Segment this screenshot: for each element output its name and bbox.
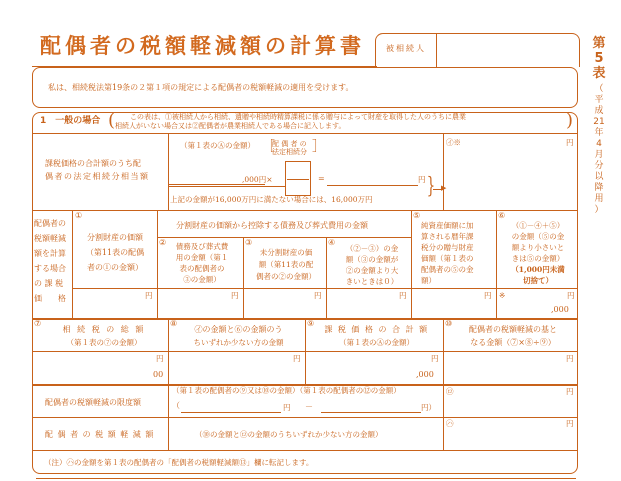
reduction-yen: 円 <box>566 419 574 428</box>
brace-right: } <box>426 174 436 199</box>
item-7-label: 相 続 税 の 総 額 <box>62 325 146 334</box>
divider <box>168 186 285 187</box>
divider <box>157 210 158 318</box>
result-marker: ㋑※ <box>446 138 461 147</box>
footnote: （注）㋩の金額を第１表の配偶者の「配偶者の税額軽減額⑬」欄に転記します。 <box>44 458 314 467</box>
limit-value-1-field[interactable] <box>182 399 280 411</box>
item-3-field[interactable] <box>246 302 324 316</box>
item-9-yen: 円 <box>431 354 439 363</box>
item-1-yen: 円 <box>145 291 153 300</box>
item-6-yen: 円 <box>567 291 575 300</box>
form-number-label: 第 5 表 <box>592 36 606 81</box>
limit-paren-open: （ <box>172 401 180 410</box>
limit-underline-1 <box>181 412 281 413</box>
reduction-result-field[interactable] <box>446 430 574 448</box>
item-3-number: ③ <box>245 238 253 247</box>
item-2-number: ② <box>159 238 167 247</box>
limit-value-2-field[interactable] <box>322 399 420 411</box>
divider <box>441 133 447 210</box>
limit-label: 配偶者の税額軽減の限度額 <box>45 398 141 407</box>
reduction-formula: （⑩の金額と㋺の金額のうちいずれか少ない方の金額） <box>195 430 383 439</box>
limit-underline-2 <box>321 412 421 413</box>
limit-yen-2: 円） <box>421 403 436 412</box>
item-8-number: ⑧ <box>170 319 178 328</box>
result-yen-right: 円 <box>566 138 574 147</box>
item-5-number: ⑤ <box>413 211 421 220</box>
item-2-field[interactable] <box>160 302 240 316</box>
item-8-label: ㋑の金額と⑥の金額のう <box>194 325 283 334</box>
item-10-field[interactable] <box>446 365 574 383</box>
item-9-value[interactable]: ,000 <box>416 370 434 379</box>
section1-title: 1 一般の場合 <box>40 116 101 126</box>
fraction-line <box>287 179 309 180</box>
amount-underline <box>168 184 265 185</box>
decedent-divider <box>436 33 437 67</box>
item-6-number: ⑥ <box>498 211 506 220</box>
section1-paren-open: ( <box>108 110 116 131</box>
item-6-label: （①－④＋⑤） の金額（⑤の金 額より小さいと きは⑤の金額） （1,000円未満 切捨て） <box>511 221 565 285</box>
item-8-sublabel: ちいずれか少ない方の金額 <box>193 338 284 347</box>
min-note: 上記の金額が16,000万円に満たない場合には、16,000万円 <box>170 195 373 204</box>
item-10-number: ⑩ <box>445 319 453 328</box>
item-9-sublabel: （第１表のⒶの金額） <box>339 338 414 347</box>
limit-formula: （第１表の配偶者の⑨又は⑩の金額）（第１表の配偶者の⑫の金額） <box>172 386 401 395</box>
reduction-marker: ㋩ <box>446 419 454 428</box>
item-7-number: ⑦ <box>34 319 42 328</box>
amount-suffix: ,000円× <box>242 175 273 184</box>
item-9-label: 課 税 価 格 の 合 計 額 <box>324 325 429 334</box>
item-1-number: ① <box>75 211 83 220</box>
result-underline <box>327 185 418 186</box>
bottom-rule <box>36 478 576 479</box>
item-1-field[interactable] <box>75 302 155 316</box>
item-8-yen: 円 <box>293 354 301 363</box>
legal-share-final-field[interactable] <box>446 150 574 206</box>
item-10-label: 配偶者の税額軽減の基と <box>469 325 557 334</box>
item-4-label: （②－③）の金 額（③の金額が ②の金額より大 きいときは０） <box>345 244 399 286</box>
divider <box>496 210 497 318</box>
item-4-number: ④ <box>328 238 336 247</box>
item-9-number: ⑨ <box>307 319 315 328</box>
period-label: （ 平 成 21 年 4 月 分 以 降 用 ） <box>593 84 605 215</box>
divider <box>157 237 411 238</box>
item-2-yen: 円 <box>231 291 239 300</box>
item-6-value[interactable]: ,000 <box>551 305 569 314</box>
item-2-label: 債務及び葬式費 用の金額（第１ 表の配偶者の ③の金額） <box>175 242 229 284</box>
equals-sign: = <box>318 174 325 183</box>
section1-note-line1: この表は、①被相続人から相続、遺贈や相続時精算課税に係る贈与によって財産を取得した人のうちに農業 <box>130 113 466 121</box>
item-7-value[interactable]: 00 <box>153 370 164 379</box>
page-title: 配偶者の税額軽減額の計算書 <box>40 34 365 58</box>
item-5-yen: 円 <box>484 291 492 300</box>
limit-yen: 円 <box>566 387 574 396</box>
divider <box>32 450 578 451</box>
result-yen: 円 <box>418 175 426 184</box>
item-4-field[interactable] <box>329 302 409 316</box>
source-amount-label: （第１表のⒶの金額） <box>180 141 255 150</box>
taxable-left-label: 配偶者の 税額軽減 額を計算 する場合 の 課 税 価 格 <box>34 219 66 303</box>
item-1-label: 分割財産の価額 （第11表の配偶 者の①の金額） <box>85 233 145 272</box>
divider <box>72 288 578 289</box>
limit-result-field[interactable] <box>446 398 574 416</box>
decedent-label: 被相続人 <box>386 44 426 53</box>
item-3-label: 未分割財産の価 額（第11表の配 偶者の②の金額） <box>256 248 316 281</box>
divider <box>32 417 578 418</box>
item-7-yen: 円 <box>156 354 164 363</box>
item-8-field[interactable] <box>172 365 302 383</box>
divider <box>243 237 244 318</box>
title-underline <box>32 66 377 67</box>
arrow-right-icon: ▶ <box>441 184 447 192</box>
item-7-sublabel: （第１表の⑦の金額） <box>66 338 142 347</box>
legal-share-result-field[interactable] <box>330 171 415 184</box>
section1-paren-close: ) <box>566 110 574 131</box>
divider <box>32 133 578 134</box>
section1-note-line2: 相続人がいない場合又は②配偶者が農業相続人である場合に記入します。 <box>115 122 346 130</box>
share-label-1: 配 偶 者 の <box>272 140 307 148</box>
item-6-marker: ※ <box>499 291 506 300</box>
limit-yen-1: 円 <box>283 403 291 412</box>
divider <box>32 351 578 352</box>
share-bracket-close: ］ <box>312 139 326 155</box>
share-label-2: 法定相続分 <box>272 148 307 156</box>
item-10-yen: 円 <box>566 354 574 363</box>
item-4-yen: 円 <box>399 291 407 300</box>
item-3-yen: 円 <box>314 291 322 300</box>
item-5-label: 純資産価額に加 算される暦年課 税分の贈与財産 価額（第１表の 配偶者の⑤の金 額） <box>421 221 474 285</box>
limit-marker: ㋺ <box>446 387 454 396</box>
item-5-field[interactable] <box>414 302 494 316</box>
item-10-sublabel: なる金額（⑦×⑧÷⑨） <box>470 338 556 347</box>
reduction-label: 配 偶 者 の 税 額 軽 減 額 <box>45 430 155 439</box>
legal-share-label: 課税価格の合計額のうち配 偶者の法定相続分相当額 <box>45 159 150 181</box>
limit-minus: － <box>305 402 313 411</box>
deduct-header: 分割財産の価額から控除する債務及び葬式費用の金額 <box>176 221 368 230</box>
divider <box>168 133 169 210</box>
decedent-name-field[interactable] <box>440 36 576 64</box>
divider <box>326 237 327 318</box>
declaration-text: 私は、相続税法第19条の２第１項の規定による配偶者の税額軽減の適用を受けます。 <box>48 83 354 92</box>
share-bracket: ［ <box>261 139 275 155</box>
